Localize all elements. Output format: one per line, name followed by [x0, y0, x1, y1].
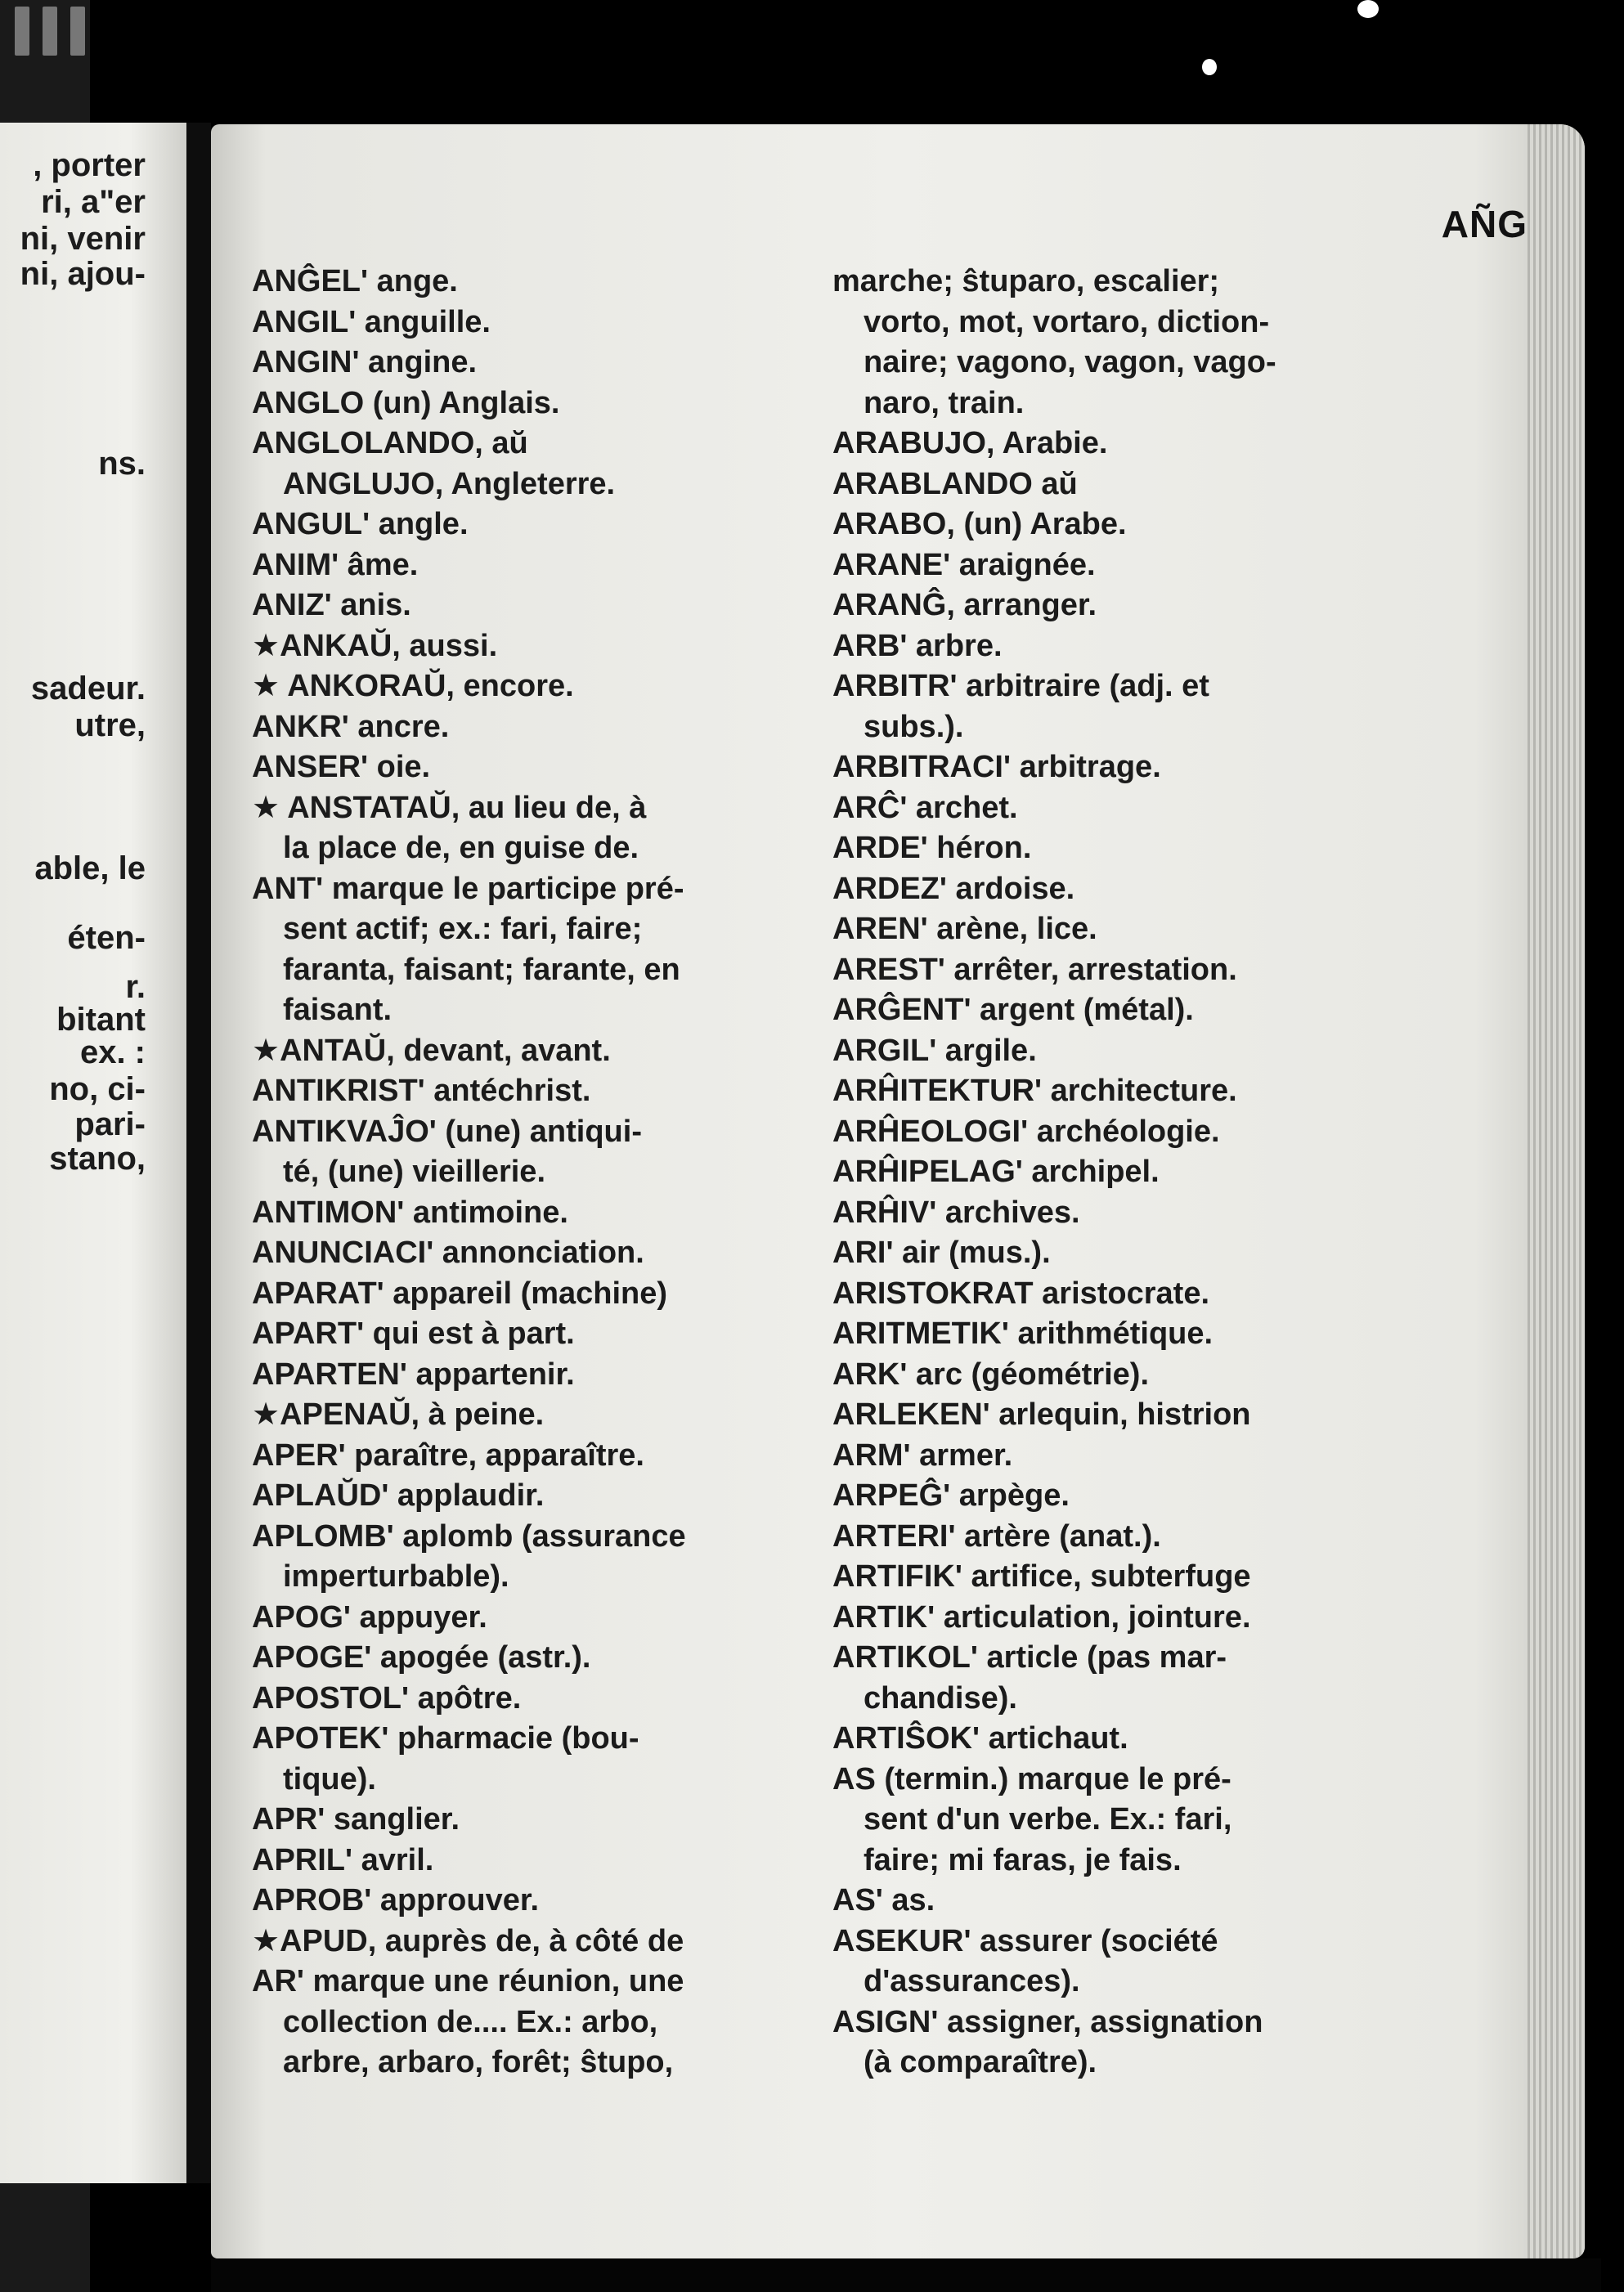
entry-line: APROB' approuver. — [252, 1883, 540, 1917]
entry-line: APART' qui est à part. — [252, 1316, 575, 1351]
entry-line: APR' sanglier. — [252, 1802, 460, 1837]
dictionary-entry — [832, 1193, 1585, 1234]
entry-continuation-line: tique). — [283, 1761, 376, 1796]
entry-line: ARBITRACI' arbitrage. — [832, 750, 1161, 784]
dictionary-entry — [832, 788, 1585, 829]
dictionary-entry — [832, 950, 1585, 991]
entry-line: ARITMETIK' arithmétique. — [832, 1316, 1214, 1351]
entry-line: ARANE' araignée. — [832, 547, 1096, 582]
entry-line: ARTIŜOK' artichaut. — [832, 1721, 1128, 1756]
entry-continuation-line: chandise). — [864, 1680, 1017, 1716]
entry-line: ARĤEOLOGI' archéologie. — [832, 1114, 1220, 1149]
dictionary-entry — [832, 909, 1585, 950]
previous-page-text-fragment: , porter — [33, 147, 146, 183]
entry-continuation-line: imperturbable). — [283, 1559, 509, 1594]
entry-line: APER' paraître, apparaître. — [252, 1438, 644, 1473]
entry-continuation-line: subs.). — [864, 709, 964, 744]
entry-line: AR' marque une réunion, une — [252, 1964, 684, 1998]
entry-continuation-line: sent d'un verbe. Ex.: fari, — [864, 1802, 1232, 1837]
entry-continuation-line: d'assurances). — [864, 1964, 1080, 1998]
entry-continuation-line: naro, train. — [864, 385, 1025, 420]
dictionary-entry — [832, 1557, 1585, 1598]
previous-page-text-fragment: ni, venir — [20, 221, 146, 257]
dictionary-page — [211, 124, 1585, 2258]
dictionary-entry — [832, 545, 1585, 586]
entry-line: AREST' arrêter, arrestation. — [832, 952, 1237, 987]
film-sprocket-hole — [43, 7, 57, 56]
entry-line: ARDE' héron. — [832, 831, 1032, 865]
entry-line: ARĤIPELAG' archipel. — [832, 1155, 1160, 1189]
entry-line: AREN' arène, lice. — [832, 912, 1097, 946]
entry-continuation-line: collection de.... Ex.: arbo, — [283, 2004, 658, 2039]
dictionary-entry — [832, 990, 1585, 1031]
entry-line: ★APUD, auprès de, à côté de — [252, 1923, 684, 1958]
dictionary-entry — [832, 464, 1585, 505]
entry-line: ★ANTAŬ, devant, avant. — [252, 1033, 611, 1068]
dictionary-entry — [832, 869, 1585, 910]
entry-line: ARK' arc (géométrie). — [832, 1357, 1150, 1392]
dictionary-entry — [832, 828, 1585, 869]
dictionary-entry — [832, 424, 1585, 464]
entry-line: ASEKUR' assurer (société — [832, 1923, 1218, 1958]
dictionary-entry — [832, 1476, 1585, 1517]
entry-line: ANIZ' anis. — [252, 588, 411, 622]
dictionary-entry — [832, 1314, 1585, 1355]
dictionary-entry — [832, 1719, 1585, 1760]
dictionary-entry — [832, 1760, 1585, 1882]
entry-continuation-line: faisant. — [283, 993, 393, 1027]
entry-line: ANT' marque le participe pré- — [252, 871, 684, 906]
dictionary-entry — [832, 1881, 1585, 1922]
dictionary-entry — [832, 666, 1585, 747]
entry-line: ARĤITEKTUR' architecture. — [832, 1074, 1237, 1108]
entry-line: ANKR' ancre. — [252, 709, 450, 744]
entry-continuation-line: vorto, mot, vortaro, diction- — [864, 304, 1270, 339]
entry-line: ANGLO (un) Anglais. — [252, 385, 560, 420]
entry-line: ARABO, (un) Arabe. — [832, 507, 1127, 541]
dictionary-entry — [832, 1436, 1585, 1477]
entry-line: marche; ŝtuparo, escalier; — [832, 264, 1220, 298]
entry-line: ★ ANSTATAŬ, au lieu de, à — [252, 790, 647, 825]
dictionary-entry — [832, 1638, 1585, 1719]
entry-line: ARTIKOL' article (pas mar- — [832, 1640, 1227, 1675]
bottom-border — [211, 2258, 1601, 2292]
previous-page-text-fragment: ri, a"er — [41, 184, 146, 220]
dictionary-entry — [832, 1598, 1585, 1639]
entry-line: ★ ANKORAŬ, encore. — [252, 669, 574, 703]
previous-page-text-fragment: able, le — [34, 850, 146, 886]
entry-line: APOSTOL' apôtre. — [252, 1680, 522, 1716]
entry-line: APOGE' apogée (astr.). — [252, 1640, 591, 1675]
entry-line: ARTIFIK' artifice, subterfuge — [832, 1559, 1251, 1594]
entry-line: ARABUJO, Arabie. — [832, 426, 1108, 460]
entry-line: ARI' air (mus.). — [832, 1236, 1051, 1270]
entry-continuation-line: faranta, faisant; farante, en — [283, 952, 680, 987]
entry-line: ARBITR' arbitraire (adj. et — [832, 669, 1209, 703]
dictionary-entry — [832, 1112, 1585, 1153]
entry-line: ARĤIV' archives. — [832, 1195, 1080, 1230]
entry-continuation-line: ANGLUJO, Angleterre. — [283, 466, 616, 501]
entry-line: ARTIK' articulation, jointure. — [832, 1599, 1251, 1635]
entry-line: ASIGN' assigner, assignation — [832, 2004, 1263, 2039]
entry-continuation-line: sent actif; ex.: fari, faire; — [283, 912, 643, 946]
dictionary-entry — [832, 1274, 1585, 1315]
dictionary-entry — [832, 747, 1585, 788]
entry-line: ARISTOKRAT aristocrate. — [832, 1276, 1210, 1311]
entry-line: ANTIMON' antimoine. — [252, 1195, 568, 1230]
dictionary-entry — [832, 585, 1585, 626]
entry-line: ARTERI' artère (anat.). — [832, 1518, 1161, 1554]
entry-line: APOTEK' pharmacie (bou- — [252, 1721, 639, 1756]
previous-page-text-fragment: ni, ajou- — [20, 256, 146, 292]
entry-line: ANTIKRIST' antéchrist. — [252, 1074, 591, 1108]
dictionary-entry — [832, 1395, 1585, 1436]
previous-page-text-fragment: sadeur. — [30, 671, 146, 706]
previous-page-text-fragment: utre, — [74, 707, 146, 743]
dictionary-entry — [832, 1922, 1585, 2003]
entry-line: ★APENAŬ, à peine. — [252, 1397, 545, 1432]
entry-line: AS (termin.) marque le pré- — [832, 1761, 1231, 1796]
film-speck — [1202, 59, 1217, 75]
entry-line: AS' as. — [832, 1883, 935, 1917]
dictionary-entry — [832, 1071, 1585, 1112]
running-head: AÑG — [1441, 203, 1528, 245]
entry-continuation-line: té, (une) vieillerie. — [283, 1155, 545, 1189]
entry-continuation-line: naire; vagono, vagon, vago- — [864, 345, 1276, 379]
entry-line: ARB' arbre. — [832, 628, 1003, 663]
entry-line: ARM' armer. — [832, 1438, 1013, 1473]
dictionary-entry — [832, 1517, 1585, 1558]
entry-line: APLAŬD' applaudir. — [252, 1478, 545, 1513]
entry-line: ARĈ' archet. — [832, 790, 1018, 825]
entry-line: ★ANKAŬ, aussi. — [252, 628, 498, 663]
entry-line: ANIM' âme. — [252, 547, 419, 582]
previous-page-text-fragment: pari- — [74, 1106, 146, 1142]
previous-page-text-fragment: bitant — [56, 1002, 146, 1038]
film-sprocket-hole — [15, 7, 29, 56]
entry-line: APLOMB' aplomb (assurance — [252, 1518, 686, 1554]
dictionary-entry — [832, 505, 1585, 545]
previous-page-text-fragment: stano, — [49, 1141, 146, 1177]
entry-line: ANGIL' anguille. — [252, 304, 491, 339]
entry-continuation-line: arbre, arbaro, forêt; ŝtupo, — [283, 2045, 674, 2079]
film-sprocket-hole — [70, 7, 85, 56]
entry-line: ARLEKEN' arlequin, histrion — [832, 1397, 1251, 1432]
entry-line: APARAT' appareil (machine) — [252, 1276, 668, 1311]
entry-line: ANĜEL' ange. — [252, 264, 458, 298]
dictionary-entry — [832, 2003, 1585, 2083]
entry-line: APOG' appuyer. — [252, 1599, 487, 1635]
dictionary-entry — [832, 1031, 1585, 1072]
previous-page-text-fragment: no, ci- — [49, 1071, 146, 1107]
dictionary-entry — [832, 262, 1585, 424]
dictionary-entry — [832, 626, 1585, 667]
entry-line: ANGIN' angine. — [252, 345, 478, 379]
previous-page-text-fragment: éten- — [67, 920, 146, 956]
entry-line: APARTEN' appartenir. — [252, 1357, 575, 1392]
entry-line: ANTIKVAĴO' (une) antiqui- — [252, 1114, 642, 1149]
previous-page-edge — [0, 123, 186, 2183]
film-speck — [1357, 0, 1379, 18]
right-column — [832, 262, 1585, 2083]
entry-line: ARĜENT' argent (métal). — [832, 993, 1194, 1027]
entry-line: APRIL' avril. — [252, 1842, 434, 1877]
entry-line: ANGLOLANDO, aŭ — [252, 426, 528, 460]
entry-line: ARABLANDO aŭ — [832, 466, 1078, 501]
book-gutter — [186, 123, 211, 2183]
dictionary-entry — [832, 1152, 1585, 1193]
entry-line: ANUNCIACI' annonciation. — [252, 1236, 644, 1270]
entry-continuation-line: la place de, en guise de. — [283, 831, 639, 865]
entry-line: ARANĜ, arranger. — [832, 588, 1097, 622]
previous-page-text-fragment: ns. — [98, 446, 146, 482]
entry-continuation-line: faire; mi faras, je fais. — [864, 1842, 1182, 1877]
previous-page-text-fragment: ex. : — [79, 1034, 146, 1070]
dictionary-entry — [832, 1355, 1585, 1396]
entry-line: ARPEĜ' arpège. — [832, 1478, 1070, 1513]
entry-line: ARGIL' argile. — [832, 1033, 1037, 1068]
entry-line: ARDEZ' ardoise. — [832, 871, 1075, 906]
previous-page-text-fragment: r. — [125, 969, 146, 1005]
dictionary-entry — [832, 1233, 1585, 1274]
page-stack-edge — [1528, 124, 1585, 2258]
entry-line: ANGUL' angle. — [252, 507, 469, 541]
entry-continuation-line: (à comparaître). — [864, 2045, 1097, 2079]
entry-line: ANSER' oie. — [252, 750, 431, 784]
